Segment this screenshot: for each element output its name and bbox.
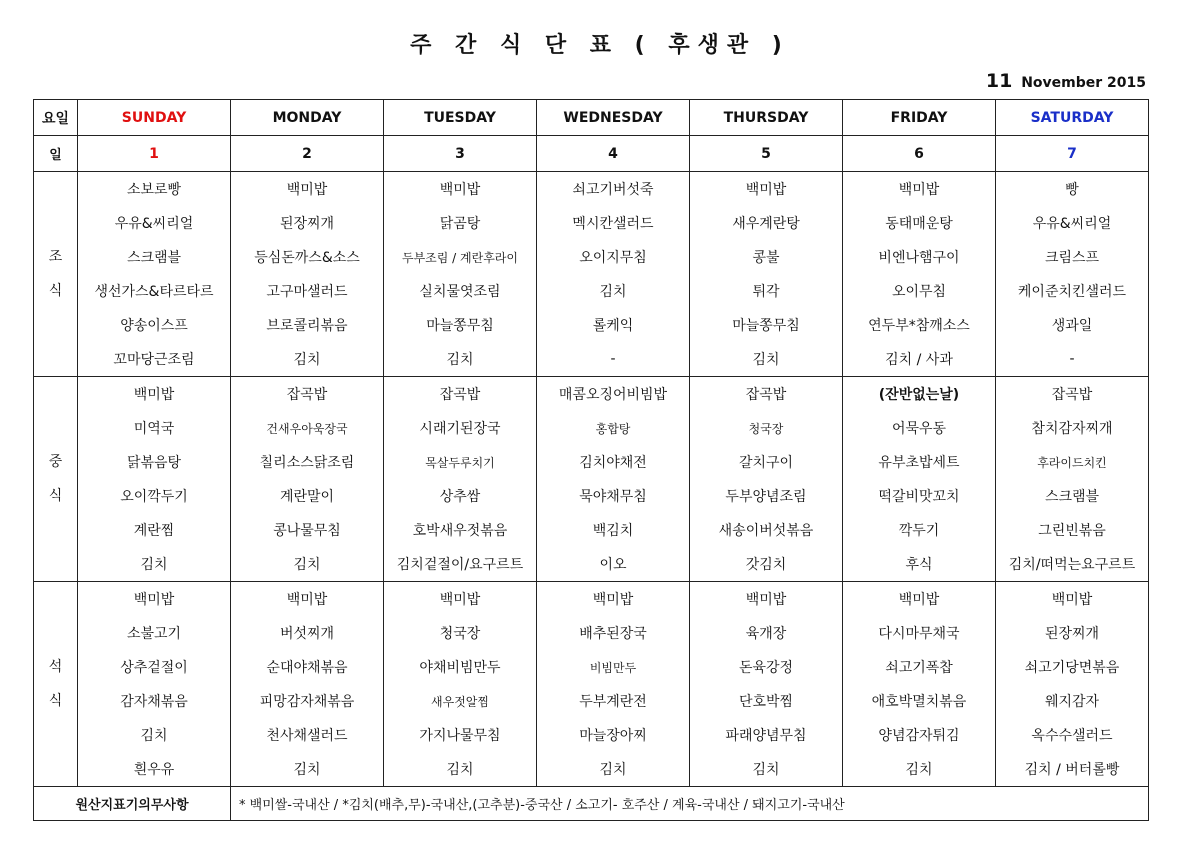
menu-item: 연두부*참깨소스 bbox=[843, 308, 996, 342]
breakfast-row bbox=[34, 240, 1149, 274]
menu-item: 김치 bbox=[690, 342, 843, 377]
menu-item: 청국장 bbox=[690, 411, 843, 445]
menu-item: 소불고기 bbox=[78, 616, 231, 650]
menu-item: 유부초밥세트 bbox=[843, 445, 996, 479]
menu-item: 계란말이 bbox=[231, 479, 384, 513]
menu-item: 백미밥 bbox=[843, 172, 996, 207]
menu-item: 상추쌈 bbox=[384, 479, 537, 513]
menu-item: 생과일 bbox=[996, 308, 1149, 342]
menu-item: 상추겉절이 bbox=[78, 650, 231, 684]
lunch-row bbox=[34, 445, 1149, 479]
lunch-row bbox=[34, 411, 1149, 445]
breakfast-label-char: 조 bbox=[48, 249, 63, 265]
menu-item: 잡곡밥 bbox=[690, 377, 843, 412]
menu-item: 김치 bbox=[78, 547, 231, 582]
menu-item: 튀각 bbox=[690, 274, 843, 308]
menu-item: 가지나물무침 bbox=[384, 718, 537, 752]
menu-item: 콩불 bbox=[690, 240, 843, 274]
menu-item: 새우계란탕 bbox=[690, 206, 843, 240]
menu-item: 김치겉절이/요구르트 bbox=[384, 547, 537, 582]
date-day: 11 bbox=[985, 70, 1013, 92]
menu-item: 김치 bbox=[231, 342, 384, 377]
menu-item: - bbox=[996, 342, 1149, 377]
menu-item: 오이깍두기 bbox=[78, 479, 231, 513]
menu-item: 김치 bbox=[537, 274, 690, 308]
menu-item: 비엔나햄구이 bbox=[843, 240, 996, 274]
menu-item: 쇠고기당면볶음 bbox=[996, 650, 1149, 684]
menu-item: 스크램블 bbox=[78, 240, 231, 274]
day-name-wednesday: WEDNESDAY bbox=[537, 100, 690, 136]
lunch-label-char: 중 bbox=[48, 454, 63, 470]
weekday-label: 요일 bbox=[34, 100, 78, 136]
date-label: 일 bbox=[34, 136, 78, 172]
menu-item: 그린빈볶음 bbox=[996, 513, 1149, 547]
menu-item: 갓김치 bbox=[690, 547, 843, 582]
menu-item: 이오 bbox=[537, 547, 690, 582]
menu-item: 갈치구이 bbox=[690, 445, 843, 479]
dinner-label-char: 식 bbox=[48, 693, 63, 709]
menu-item: 홍합탕 bbox=[537, 411, 690, 445]
day-name-friday: FRIDAY bbox=[843, 100, 996, 136]
breakfast-row bbox=[34, 274, 1149, 308]
menu-item: 후식 bbox=[843, 547, 996, 582]
date-thursday: 5 bbox=[690, 136, 843, 172]
menu-item: 김치 bbox=[843, 752, 996, 787]
menu-item: 돈육강정 bbox=[690, 650, 843, 684]
menu-item: 비빔만두 bbox=[537, 650, 690, 684]
menu-item: 계란찜 bbox=[78, 513, 231, 547]
menu-item: 꼬마당근조림 bbox=[78, 342, 231, 377]
breakfast-row bbox=[34, 172, 1149, 207]
menu-item: 된장찌개 bbox=[231, 206, 384, 240]
menu-item: 백미밥 bbox=[78, 582, 231, 617]
weekday-header-row bbox=[34, 100, 1149, 136]
menu-item: 백김치 bbox=[537, 513, 690, 547]
menu-item: 멕시칸샐러드 bbox=[537, 206, 690, 240]
menu-item: 잡곡밥 bbox=[231, 377, 384, 412]
menu-item: 김치 bbox=[231, 547, 384, 582]
page-title: 주 간 식 단 표 ( 후생관 ) bbox=[410, 33, 790, 58]
breakfast-row bbox=[34, 206, 1149, 240]
lunch-label-char: 식 bbox=[48, 488, 63, 504]
day-name-sunday: SUNDAY bbox=[78, 100, 231, 136]
breakfast-row bbox=[34, 308, 1149, 342]
menu-item: 김치 bbox=[384, 342, 537, 377]
menu-item: 동태매운탕 bbox=[843, 206, 996, 240]
menu-item: 김치 bbox=[231, 752, 384, 787]
menu-item: 파래양념무침 bbox=[690, 718, 843, 752]
menu-item: 오이무침 bbox=[843, 274, 996, 308]
day-name-thursday: THURSDAY bbox=[690, 100, 843, 136]
menu-item: 잡곡밥 bbox=[384, 377, 537, 412]
menu-item: 양념감자튀김 bbox=[843, 718, 996, 752]
menu-item: 단호박찜 bbox=[690, 684, 843, 718]
menu-item: 마늘쫑무침 bbox=[690, 308, 843, 342]
menu-item: 김치 bbox=[690, 752, 843, 787]
date-wednesday: 4 bbox=[537, 136, 690, 172]
menu-date bbox=[986, 70, 1146, 92]
menu-item: 케이준치킨샐러드 bbox=[996, 274, 1149, 308]
menu-item: 감자채볶음 bbox=[78, 684, 231, 718]
menu-item: 오이지무침 bbox=[537, 240, 690, 274]
menu-item: (잔반없는날) bbox=[843, 377, 996, 412]
dinner-label bbox=[34, 582, 78, 787]
breakfast-label-char: 식 bbox=[48, 283, 63, 299]
menu-item: 목살두루치기 bbox=[384, 445, 537, 479]
date-tuesday: 3 bbox=[384, 136, 537, 172]
lunch-row bbox=[34, 479, 1149, 513]
menu-item: - bbox=[537, 342, 690, 377]
menu-item: 롤케익 bbox=[537, 308, 690, 342]
menu-item: 닭곰탕 bbox=[384, 206, 537, 240]
menu-item: 어묵우동 bbox=[843, 411, 996, 445]
dinner-row bbox=[34, 718, 1149, 752]
menu-item: 두부계란전 bbox=[537, 684, 690, 718]
menu-item: 칠리소스닭조림 bbox=[231, 445, 384, 479]
menu-item: 두부조림 / 계란후라이 bbox=[384, 240, 537, 274]
date-header-row bbox=[34, 136, 1149, 172]
menu-item: 김치 bbox=[78, 718, 231, 752]
day-name-saturday: SATURDAY bbox=[996, 100, 1149, 136]
lunch-row bbox=[34, 513, 1149, 547]
menu-item: 김치 bbox=[537, 752, 690, 787]
menu-item: 김치 / 버터롤빵 bbox=[996, 752, 1149, 787]
menu-item: 백미밥 bbox=[537, 582, 690, 617]
menu-item: 김치 / 사과 bbox=[843, 342, 996, 377]
menu-item: 백미밥 bbox=[231, 582, 384, 617]
menu-item: 야채비빔만두 bbox=[384, 650, 537, 684]
menu-item: 피망감자채볶음 bbox=[231, 684, 384, 718]
menu-item: 마늘장아찌 bbox=[537, 718, 690, 752]
menu-item: 두부양념조림 bbox=[690, 479, 843, 513]
menu-item: 스크램블 bbox=[996, 479, 1149, 513]
menu-item: 잡곡밥 bbox=[996, 377, 1149, 412]
menu-item: 옥수수샐러드 bbox=[996, 718, 1149, 752]
date-monday: 2 bbox=[231, 136, 384, 172]
menu-item: 흰우유 bbox=[78, 752, 231, 787]
menu-item: 애호박멸치볶음 bbox=[843, 684, 996, 718]
dinner-row bbox=[34, 752, 1149, 787]
menu-item: 깍두기 bbox=[843, 513, 996, 547]
menu-item: 브로콜리볶음 bbox=[231, 308, 384, 342]
menu-item: 우유&씨리얼 bbox=[78, 206, 231, 240]
origin-note-label: 원산지표기의무사항 bbox=[34, 787, 231, 821]
menu-item: 김치야채전 bbox=[537, 445, 690, 479]
menu-item: 청국장 bbox=[384, 616, 537, 650]
menu-item: 빵 bbox=[996, 172, 1149, 207]
menu-item: 양송이스프 bbox=[78, 308, 231, 342]
lunch-row bbox=[34, 377, 1149, 412]
origin-note-text: * 백미쌀-국내산 / *김치(배추,무)-국내산,(고추분)-중국산 / 소고기- 호주산 / 계육-국내산 / 돼지고기-국내산 bbox=[231, 787, 1149, 821]
menu-item: 육개장 bbox=[690, 616, 843, 650]
menu-item: 백미밥 bbox=[690, 582, 843, 617]
menu-item: 백미밥 bbox=[843, 582, 996, 617]
menu-item: 묵야채무침 bbox=[537, 479, 690, 513]
menu-item: 새송이버섯볶음 bbox=[690, 513, 843, 547]
menu-item: 미역국 bbox=[78, 411, 231, 445]
menu-item: 호박새우젓볶음 bbox=[384, 513, 537, 547]
origin-note-row bbox=[34, 787, 1149, 821]
menu-item: 백미밥 bbox=[231, 172, 384, 207]
dinner-row bbox=[34, 582, 1149, 617]
menu-item: 실치물엿조림 bbox=[384, 274, 537, 308]
menu-item: 생선가스&타르타르 bbox=[78, 274, 231, 308]
breakfast-row bbox=[34, 342, 1149, 377]
menu-item: 건새우아욱장국 bbox=[231, 411, 384, 445]
menu-item: 크림스프 bbox=[996, 240, 1149, 274]
menu-item: 참치감자찌개 bbox=[996, 411, 1149, 445]
menu-item: 우유&씨리얼 bbox=[996, 206, 1149, 240]
menu-item: 버섯찌개 bbox=[231, 616, 384, 650]
menu-item: 웨지감자 bbox=[996, 684, 1149, 718]
menu-item: 쇠고기폭찹 bbox=[843, 650, 996, 684]
menu-item: 백미밥 bbox=[384, 172, 537, 207]
dinner-row bbox=[34, 616, 1149, 650]
date-saturday: 7 bbox=[996, 136, 1149, 172]
menu-item: 고구마샐러드 bbox=[231, 274, 384, 308]
menu-item: 다시마무채국 bbox=[843, 616, 996, 650]
menu-item: 순대야채볶음 bbox=[231, 650, 384, 684]
menu-item: 배추된장국 bbox=[537, 616, 690, 650]
menu-item: 새우젓알찜 bbox=[384, 684, 537, 718]
day-name-tuesday: TUESDAY bbox=[384, 100, 537, 136]
menu-item: 김치/떠먹는요구르트 bbox=[996, 547, 1149, 582]
day-name-monday: MONDAY bbox=[231, 100, 384, 136]
lunch-row bbox=[34, 547, 1149, 582]
menu-item: 등심돈까스&소스 bbox=[231, 240, 384, 274]
menu-item: 백미밥 bbox=[996, 582, 1149, 617]
menu-item: 떡갈비맛꼬치 bbox=[843, 479, 996, 513]
menu-item: 매콤오징어비빔밥 bbox=[537, 377, 690, 412]
menu-item: 김치 bbox=[384, 752, 537, 787]
menu-item: 후라이드치킨 bbox=[996, 445, 1149, 479]
menu-item: 천사채샐러드 bbox=[231, 718, 384, 752]
date-friday: 6 bbox=[843, 136, 996, 172]
dinner-row bbox=[34, 650, 1149, 684]
weekly-menu-table bbox=[33, 99, 1149, 821]
menu-item: 된장찌개 bbox=[996, 616, 1149, 650]
menu-item: 백미밥 bbox=[384, 582, 537, 617]
breakfast-label bbox=[34, 172, 78, 377]
menu-item: 백미밥 bbox=[690, 172, 843, 207]
lunch-label bbox=[34, 377, 78, 582]
date-sunday: 1 bbox=[78, 136, 231, 172]
menu-item: 시래기된장국 bbox=[384, 411, 537, 445]
menu-item: 마늘쫑무침 bbox=[384, 308, 537, 342]
dinner-row bbox=[34, 684, 1149, 718]
menu-item: 콩나물무침 bbox=[231, 513, 384, 547]
date-month-year: November 2015 bbox=[1021, 75, 1146, 91]
dinner-label-char: 석 bbox=[48, 659, 63, 675]
menu-item: 백미밥 bbox=[78, 377, 231, 412]
menu-item: 소보로빵 bbox=[78, 172, 231, 207]
menu-item: 닭볶음탕 bbox=[78, 445, 231, 479]
menu-item: 쇠고기버섯죽 bbox=[537, 172, 690, 207]
